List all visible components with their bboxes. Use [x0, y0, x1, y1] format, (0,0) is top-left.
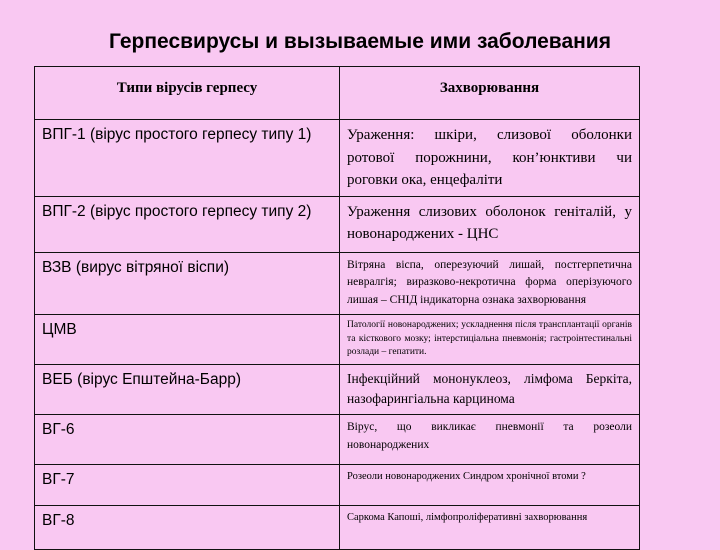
table-row [35, 252, 640, 314]
table-row [35, 365, 640, 415]
table-header-row [35, 67, 640, 120]
page-title: Герпесвирусы и вызываемые ими заболевания [109, 30, 611, 53]
header-diseases: Захворювання [340, 67, 640, 120]
virus-cell: ВПГ-2 (вірус простого герпесу типу 2) [35, 196, 340, 252]
virus-cell: ВГ-8 [35, 506, 340, 550]
disease-cell: Вірус, що викликає пневмонії та розеоли новонароджених [340, 415, 640, 465]
virus-cell: ВЗВ (вирус вітряної віспи) [35, 252, 340, 314]
disease-cell: Патології новонароджених; ускладнення після трансплантації органів та кісткового мозку; інтерстиціальна пневмонія; гастроінтестинальні розлади – гепатити. [340, 314, 640, 364]
table-row [35, 506, 640, 550]
disease-cell: Розеоли новонароджених Синдром хронічної втоми ? [340, 465, 640, 506]
disease-cell: Саркома Капоші, лімфопроліферативні захворювання [340, 506, 640, 550]
table-row [35, 314, 640, 364]
virus-cell: ЦМВ [35, 314, 340, 364]
disease-cell: Інфекційний мононуклеоз, лімфома Беркіта, назофарингіальна карцинома [340, 365, 640, 415]
disease-cell: Ураження: шкіри, слизової оболонки ротової порожнини, кон’юнктиви чи роговки ока, енцефаліти [340, 120, 640, 197]
virus-cell: ВГ-7 [35, 465, 340, 506]
virus-cell: ВГ-6 [35, 415, 340, 465]
header-virus-types: Типи вірусів герпесу [35, 67, 340, 120]
herpes-table [34, 66, 640, 550]
virus-cell: ВЕБ (вірус Епштейна-Барр) [35, 365, 340, 415]
virus-cell: ВПГ-1 (вірус простого герпесу типу 1) [35, 120, 340, 197]
disease-cell: Вітряна віспа, оперезуючий лишай, постгерпетична невралгія; виразково-некротична форма оперізуючого лишая – СНІД індикаторна ознака захворювання [340, 252, 640, 314]
disease-cell: Ураження слизових оболонок геніталій, у новонароджених - ЦНС [340, 196, 640, 252]
table-row [35, 120, 640, 197]
table-row [35, 465, 640, 506]
table-row [35, 415, 640, 465]
table-row [35, 196, 640, 252]
